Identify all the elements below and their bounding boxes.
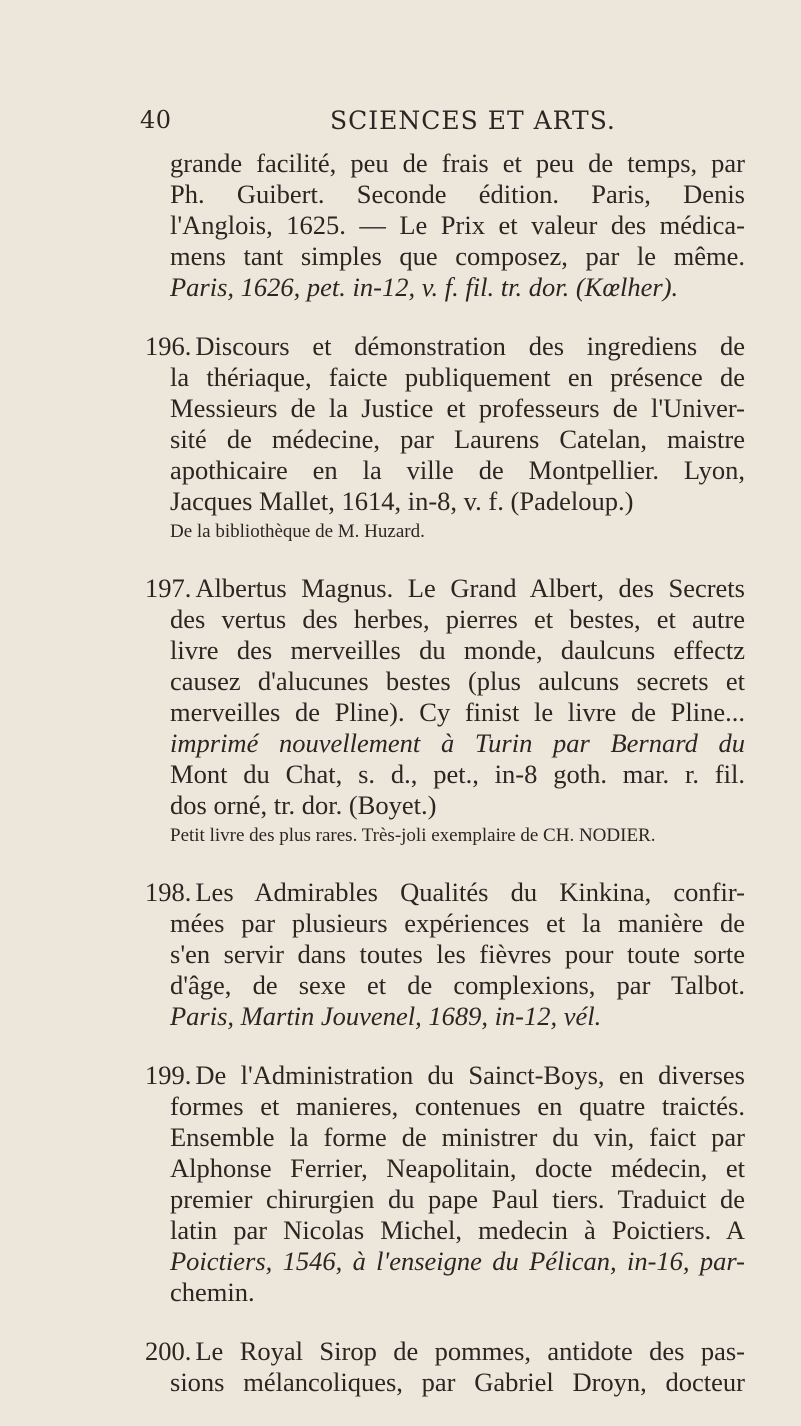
entry-first-line — [145, 877, 745, 908]
entry-line: latin par Nicolas Michel, medecin à Poictiers. A — [170, 1215, 745, 1245]
catalogue-text — [145, 148, 745, 1426]
entry-line: Jacques Mallet, 1614, in-8, v. f. (Padeloup.) — [170, 486, 634, 516]
entry-line: apothicaire en la ville de Montpellier. Lyon, — [170, 455, 745, 485]
provenance-note: De la bibliothèque de M. Huzard. — [170, 521, 425, 542]
entry-line: l'Anglois, 1625. — Le Prix et valeur des médica- — [170, 210, 745, 240]
entry-number: 198. — [145, 877, 192, 907]
entry-line: Alphonse Ferrier, Neapolitain, docte médecin, et — [170, 1153, 745, 1183]
entry-number: 200. — [145, 1336, 192, 1366]
entry-line: causez d'alucunes bestes (plus aulcuns secrets et — [170, 666, 745, 696]
entry-line: De l'Administration du Sainct-Boys, en diverses — [195, 1060, 745, 1090]
entry-line: imprimé nouvellement à Turin par Bernard du — [170, 728, 745, 758]
entry-line: merveilles de Pline). Cy finist le livre de Pline... — [170, 697, 745, 727]
entry-first-line — [145, 1336, 745, 1367]
entry-line: Paris, Martin Jouvenel, 1689, in-12, vél. — [170, 1001, 602, 1031]
entry-line: Paris, 1626, pet. in-12, v. f. fil. tr. dor. (Kœlher). — [170, 272, 679, 302]
entry-line: Ensemble la forme de ministrer du vin, faict par — [170, 1122, 745, 1152]
entry-line: Les Admirables Qualités du Kinkina, confir- — [195, 877, 745, 907]
entry-line: premier chirurgien du pape Paul tiers. Traduict de — [170, 1184, 745, 1214]
entry-line: Discours et démonstration des ingrediens de — [195, 331, 745, 361]
entry-line: Poictiers, 1546, à l'enseigne du Pélican, in-16, par- — [170, 1246, 745, 1276]
entry-number: 196. — [145, 331, 192, 361]
entry-line: formes et manieres, contenues en quatre traictés. — [170, 1091, 745, 1121]
entry-line: Le Royal Sirop de pommes, antidote des pas- — [195, 1336, 745, 1366]
entry-number: 199. — [145, 1060, 192, 1090]
entry-line: mens tant simples que composez, par le même. — [170, 241, 745, 271]
entry-first-line — [145, 331, 745, 362]
entry-line: Ph. Guibert. Seconde édition. Paris, Denis — [170, 179, 745, 209]
entry-number: 197. — [145, 573, 192, 603]
catalogue-entry-198 — [145, 877, 745, 1032]
entry-line: mées par plusieurs expériences et la manière de — [170, 908, 745, 938]
entry-line: la thériaque, faicte publiquement en présence de — [170, 362, 745, 392]
page-header — [0, 106, 801, 140]
provenance-note: Petit livre des plus rares. Très-joli exemplaire de CH. NODIER. — [170, 825, 656, 846]
page-number: 40 — [140, 106, 172, 134]
catalogue-entry-200 — [145, 1336, 745, 1398]
entry-line: d'âge, de sexe et de complexions, par Talbot. — [170, 970, 745, 1000]
entry-line: sité de médecine, par Laurens Catelan, maistre — [170, 424, 745, 454]
catalogue-entry-197 — [145, 573, 745, 849]
catalogue-entry-continued — [145, 148, 745, 303]
entry-line: Messieurs de la Justice et professeurs de l'Univer- — [170, 393, 745, 423]
catalogue-entry-196 — [145, 331, 745, 545]
entry-line: dos orné, tr. dor. (Boyet.) — [170, 790, 437, 820]
entry-first-line — [145, 1060, 745, 1091]
entry-line: grande facilité, peu de frais et peu de temps, par — [170, 148, 745, 178]
entry-line: s'en servir dans toutes les fièvres pour toute sorte — [170, 939, 745, 969]
entry-line: sions mélancoliques, par Gabriel Droyn, docteur — [170, 1367, 745, 1397]
entry-line: livre des merveilles du monde, daulcuns effectz — [170, 635, 745, 665]
entry-line: Mont du Chat, s. d., pet., in-8 goth. mar. r. fil. — [170, 759, 745, 789]
running-title: SCIENCES ET ARTS. — [330, 106, 616, 135]
entry-line: Albertus Magnus. Le Grand Albert, des Secrets — [195, 573, 745, 603]
entry-line: des vertus des herbes, pierres et bestes, et autre — [170, 604, 745, 634]
entry-first-line — [145, 573, 745, 604]
catalogue-entry-199 — [145, 1060, 745, 1308]
entry-line: chemin. — [170, 1277, 255, 1307]
